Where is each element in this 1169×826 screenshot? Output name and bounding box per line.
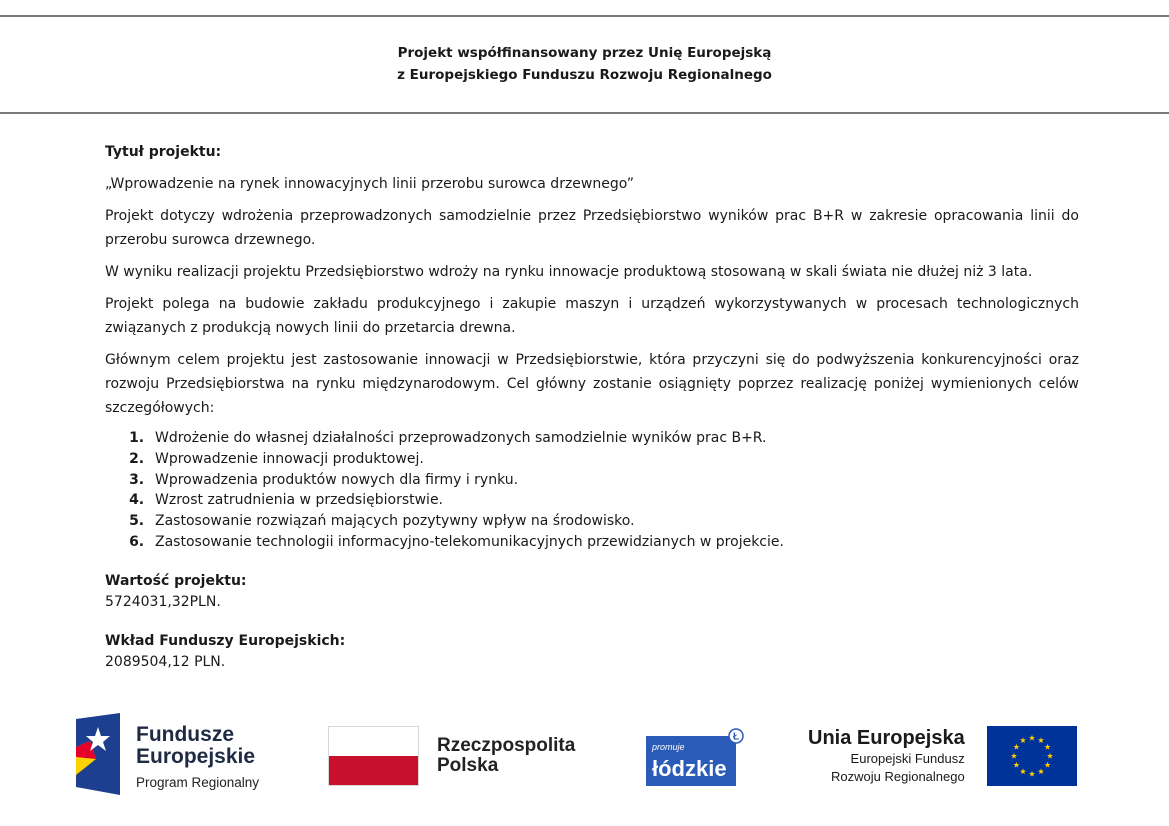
header-line-1: Projekt współfinansowany przez Unię Europejską: [397, 45, 772, 61]
project-value-label: Wartość projektu:: [105, 572, 247, 589]
fe-title-line-2: Europejskie: [136, 745, 256, 768]
goal-item: 3. Wprowadzenia produktów nowych dla firmy i rynku.: [149, 470, 1079, 491]
eu-contribution-block: [105, 631, 1079, 673]
pl-line-1: Rzeczpospolita: [437, 735, 576, 756]
fundusze-europejskie-text: [136, 724, 259, 794]
polish-flag-icon: [328, 726, 419, 786]
eu-contribution-label: Wkład Funduszy Europejskich:: [105, 632, 346, 649]
eu-contribution-value: 2089504,12 PLN.: [105, 653, 226, 670]
header-bottom-rule: [0, 112, 1169, 114]
project-paragraph-4: Głównym celem projektu jest zastosowanie innowacji w Przedsiębiorstwie, która przyczyni się do podwyższenia konkurencyjności oraz rozwoju Przedsiębiorstwa na rynku międzynarodowym. Cel główny zostanie osiągnięty poprzez realizację poniżej wymienionych celów szczegółowych:: [105, 352, 1079, 416]
goal-item: 2. Wprowadzenie innowacji produktowej.: [149, 449, 1079, 470]
goal-item: 5. Zastosowanie rozwiązań mających pozytywny wpływ na środowisko.: [149, 511, 1079, 532]
ue-subtitle-line-1: Europejski Fundusz: [850, 751, 965, 766]
ue-subtitle-line-2: Rozwoju Regionalnego: [831, 769, 965, 784]
lodzkie-big-text: łódzkie: [652, 756, 727, 781]
project-value-block: [105, 571, 1079, 613]
project-value: 5724031,32PLN.: [105, 593, 221, 610]
fe-subtitle: Program Regionalny: [136, 775, 260, 790]
fundusze-europejskie-logo-mark: [76, 713, 120, 795]
project-paragraph-3: Projekt polega na budowie zakładu produkcyjnego i zakupie maszyn i urządzeń wykorzystywanych w procesach technologicznych związanych z produkcją nowych linii do przetarcia drewna.: [105, 296, 1079, 336]
specific-goals-list: [105, 428, 1079, 553]
funding-logos-bar: [0, 700, 1169, 810]
project-paragraph-2: W wyniku realizacji projektu Przedsiębiorstwo wdroży na rynku innowacje produktową stosowaną w skali świata nie dłużej niż 3 lata.: [105, 264, 1033, 280]
rzeczpospolita-polska-text: [437, 736, 575, 776]
ue-title: Unia Europejska: [808, 727, 965, 749]
header-line-2: z Europejskiego Funduszu Rozwoju Regionalnego: [397, 67, 772, 83]
project-title-label: Tytuł projektu:: [105, 144, 222, 160]
pl-line-2: Polska: [437, 755, 499, 776]
unia-europejska-text: [808, 726, 965, 786]
project-paragraph-1: Projekt dotyczy wdrożenia przeprowadzonych samodzielnie przez Przedsiębiorstwo wyników prac B+R w zakresie opracowania linii do przerobu surowca drzewnego.: [105, 208, 1079, 248]
header-top-rule: [0, 15, 1169, 17]
goal-item: 6. Zastosowanie technologii informacyjno-telekomunikacyjnych przewidzianych w projekcie.: [149, 532, 1079, 553]
lodzkie-badge: Ł: [732, 731, 740, 743]
fe-title-line-1: Fundusze: [136, 723, 234, 746]
project-description: [105, 140, 1079, 673]
goal-item: 1. Wdrożenie do własnej działalności przeprowadzonych samodzielnie wyników prac B+R.: [149, 428, 1079, 449]
eu-flag-icon: [987, 726, 1077, 786]
lodzkie-small-text: promuje: [652, 742, 685, 752]
goal-item: 4. Wzrost zatrudnienia w przedsiębiorstwie.: [149, 490, 1079, 511]
promuje-lodzkie-logo: [646, 728, 744, 786]
cofinancing-header: [0, 42, 1169, 86]
project-title-value: „Wprowadzenie na rynek innowacyjnych linii przerobu surowca drzewnego”: [105, 176, 635, 192]
